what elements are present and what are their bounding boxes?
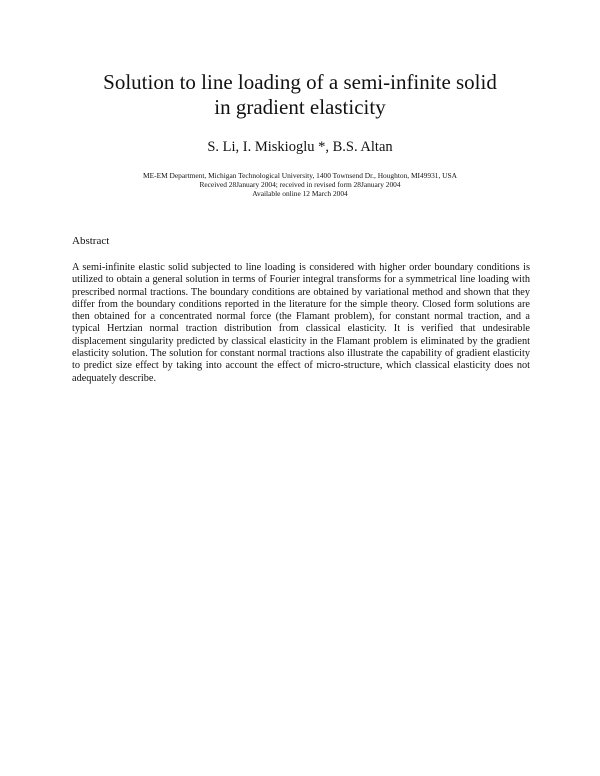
paper-affiliation: ME-EM Department, Michigan Technological University, 1400 Townsend Dr., Houghton, MI49931, USA <box>143 171 457 180</box>
paper-metadata <box>60 171 540 198</box>
paper-available-date: Available online 12 March 2004 <box>252 189 348 198</box>
abstract-body: A semi-infinite elastic solid subjected to line loading is considered with higher order boundary conditions is utilized to obtain a general solution in terms of Fourier integral transforms for a symmetrical line loading with prescribed normal tractions. The boundary conditions are obtained by variational method and shown that they differ from the boundary conditions reported in the literature for the simple theory. Closed form solutions are then obtained for a concentrated normal force (the Flamant problem), for constant normal traction, and a typical Hertzian normal traction distribution from classical elasticity. It is verified that undesirable displacement singularity predicted by classical elasticity in the Flamant problem is eliminated by the gradient elasticity solution. The solution for constant normal tractions also illustrate the capability of gradient elasticity to predict size effect by taking into account the effect of micro-structure, which classical elasticity does not adequately describe. <box>72 262 530 384</box>
paper-title-line-1: Solution to line loading of a semi-infinite solid <box>103 70 497 94</box>
paper-received-dates: Received 28January 2004; received in revised form 28January 2004 <box>199 180 401 189</box>
paper-title-line-2: in gradient elasticity <box>214 95 386 119</box>
abstract-heading: Abstract <box>72 235 110 247</box>
paper-authors: S. Li, I. Miskioglu *, B.S. Altan <box>207 139 393 155</box>
paper-title <box>60 70 540 120</box>
